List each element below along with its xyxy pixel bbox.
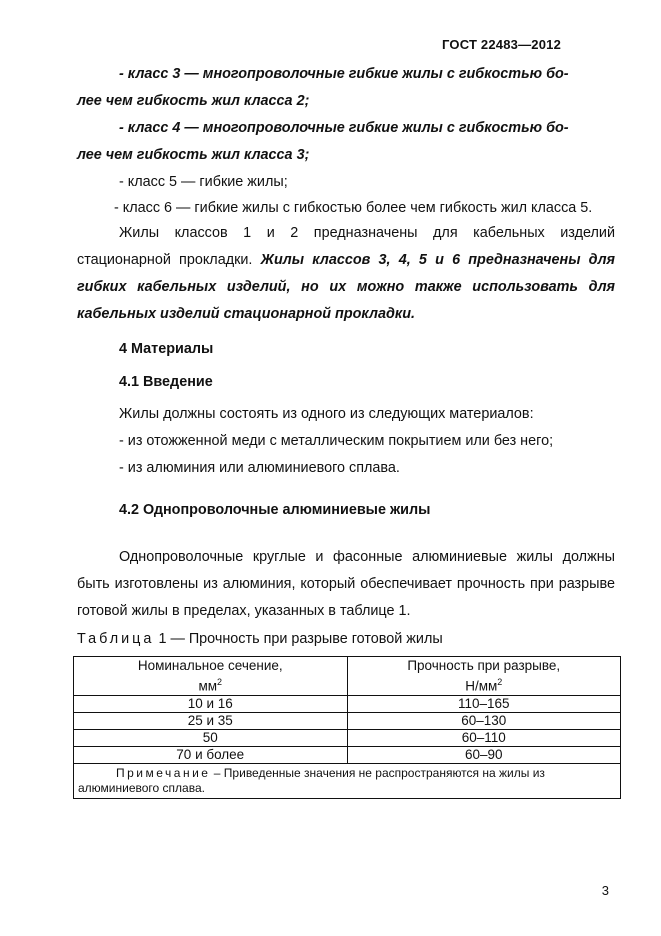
table-note	[74, 764, 621, 799]
purpose-bold-text: Жилы классов 3, 4, 5 и 6 предназначены для гибких кабельных изделий, но их можно также использовать для кабельных изделий стационарной прокладки.	[77, 252, 615, 322]
materials-intro: Жилы должны состоять из одного из следующих материалов:	[119, 406, 534, 422]
table-row	[74, 713, 621, 730]
class6-line: - класс 6 — гибкие жилы с гибкостью более чем гибкость жил класса 5.	[114, 200, 593, 216]
column-header-section-unit: мм	[198, 678, 218, 694]
table-note-text: – Приведенные значения не распространяются на жилы из алюминиевого сплава.	[78, 766, 545, 795]
materials-item-copper: - из отожженной меди с металлическим покрытием или без него;	[119, 433, 554, 449]
column-header-strength-line1: Прочность при разрыве,	[407, 657, 561, 673]
cell-section: 10 и 16	[74, 696, 348, 713]
section-4-2-heading: 4.2 Однопроволочные алюминиевые жилы	[119, 502, 431, 518]
table-caption	[77, 631, 443, 647]
cell-strength: 60–90	[347, 747, 621, 764]
class3-line2: лее чем гибкость жил класса 2;	[77, 93, 310, 109]
purpose-paragraph	[77, 220, 615, 328]
section-4-1-heading: 4.1 Введение	[119, 374, 213, 390]
unit-superscript: 2	[497, 676, 503, 687]
cell-strength: 110–165	[347, 696, 621, 713]
section-4-2-paragraph: Однопроволочные круглые и фасонные алюминиевые жилы должны быть изготовлены из алюминия, который обеспечивает прочность при разрыве готовой жилы в пределах, указанных в таблице 1.	[77, 549, 615, 619]
standard-header: ГОСТ 22483—2012	[442, 37, 561, 52]
page-number: 3	[601, 883, 609, 898]
table-row	[74, 747, 621, 764]
table-row	[74, 730, 621, 747]
strength-table	[73, 656, 621, 799]
class5-line: - класс 5 — гибкие жилы;	[119, 174, 288, 190]
table-row	[74, 696, 621, 713]
table-note-row	[74, 764, 621, 799]
table-note-label: Примечание	[116, 766, 211, 780]
table-caption-label: Таблица	[77, 631, 155, 647]
section-4-heading: 4 Материалы	[119, 341, 214, 357]
cell-section: 25 и 35	[74, 713, 348, 730]
class4-line1: - класс 4 — многопроволочные гибкие жилы с гибкостью бо-	[119, 120, 569, 136]
table-header-row	[74, 657, 621, 696]
purpose-normal-text: Жилы классов 1 и 2 предназначены для кабельных изделий стационарной прокладки.	[77, 225, 615, 268]
class3-line1: - класс 3 — многопроволочные гибкие жилы с гибкостью бо-	[119, 66, 569, 82]
unit-superscript: 2	[217, 676, 223, 687]
column-header-strength-unit: Н/мм	[465, 678, 498, 694]
cell-strength: 60–130	[347, 713, 621, 730]
column-header-section	[74, 657, 348, 696]
cell-section: 50	[74, 730, 348, 747]
column-header-section-line1: Номинальное сечение,	[137, 657, 283, 673]
table-caption-text: 1 — Прочность при разрыве готовой жилы	[158, 631, 443, 647]
materials-item-aluminium: - из алюминия или алюминиевого сплава.	[119, 460, 400, 476]
class4-line2: лее чем гибкость жил класса 3;	[77, 147, 310, 163]
column-header-strength	[347, 657, 621, 696]
cell-strength: 60–110	[347, 730, 621, 747]
cell-section: 70 и более	[74, 747, 348, 764]
